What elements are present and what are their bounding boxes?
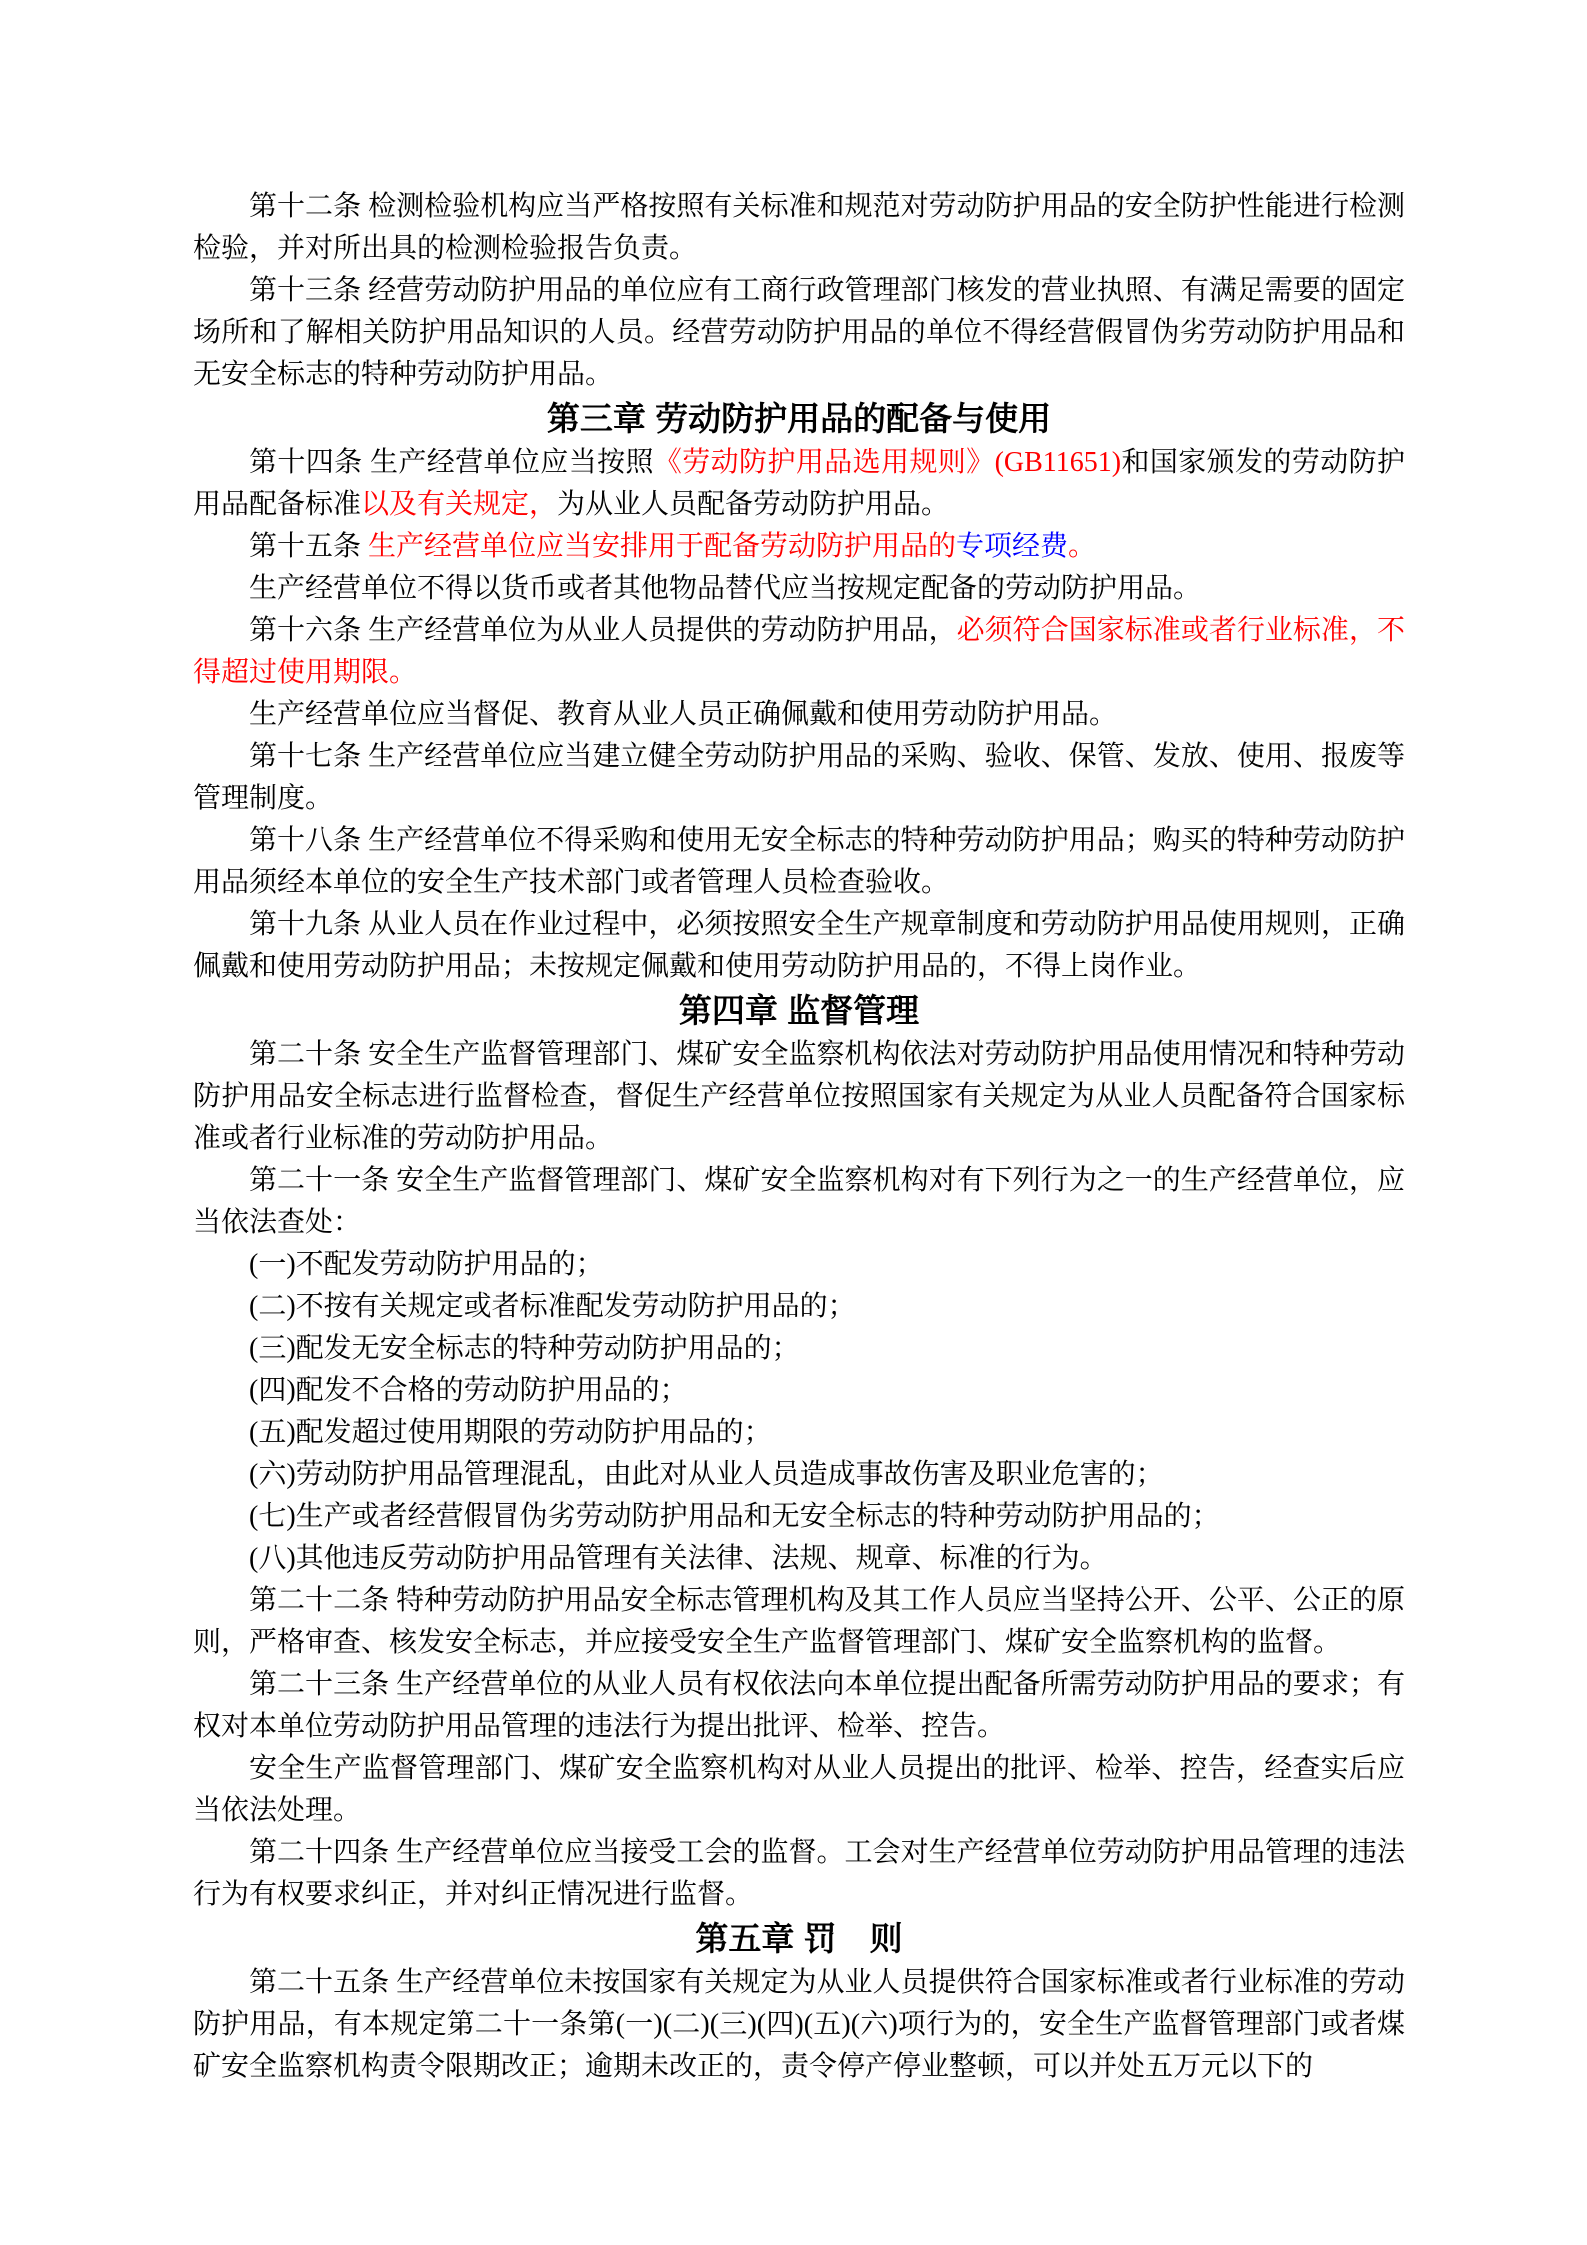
text-segment: (七)生产或者经营假冒伪劣劳动防护用品和无安全标志的特种劳动防护用品的； [249,1501,1220,1532]
paragraph [193,694,1405,736]
paragraph [193,1244,1405,1286]
text-segment: (三)配发无安全标志的特种劳动防护用品的； [249,1333,800,1364]
text-segment: (八)其他违反劳动防护用品管理有关法律、法规、规章、标准的行为。 [249,1543,1108,1574]
paragraph [193,1832,1405,1916]
text-segment: 第四章 监督管理 [678,992,920,1029]
paragraph [193,1664,1405,1748]
text-segment: 第二十条 安全生产监督管理部门、煤矿安全监察机构依法对劳动防护用品使用情况和特种劳动防护用品安全标志进行监督检查，督促生产经营单位按照国家有关规定为从业人员配备符合国家标准或者行业标准的劳动防护用品。 [193,1039,1405,1154]
chapter-heading [193,396,1405,442]
text-segment: 第二十五条 生产经营单位未按国家有关规定为从业人员提供符合国家标准或者行业标准的劳动防护用品，有本规定第二十一条第(一)(二)(三)(四)(五)(六)项行为的，安全生产监督管理部门或者煤矿安全监察机构责令限期改正；逾期未改正的，责令停产停业整顿，可以并处五万元以下的 [193,1967,1405,2082]
paragraph [193,568,1405,610]
paragraph [193,820,1405,904]
paragraph [193,1370,1405,1412]
paragraph [193,1328,1405,1370]
text-segment: 生产经营单位应当安排用于配备劳动防护用品的 [368,531,957,562]
text-segment: 第十三条 经营劳动防护用品的单位应有工商行政管理部门核发的营业执照、有满足需要的固定场所和了解相关防护用品知识的人员。经营劳动防护用品的单位不得经营假冒伪劣劳动防护用品和无安全标志的特种劳动防护用品。 [193,275,1405,390]
text-segment: 第十七条 生产经营单位应当建立健全劳动防护用品的采购、验收、保管、发放、使用、报废等管理制度。 [193,741,1405,814]
text-segment: 为从业人员配备劳动防护用品。 [557,489,950,520]
paragraph [193,736,1405,820]
paragraph [193,1286,1405,1328]
paragraph [193,1160,1405,1244]
text-segment: (四)配发不合格的劳动防护用品的； [249,1375,688,1406]
paragraph [193,904,1405,988]
paragraph [193,1412,1405,1454]
document-body [193,186,1405,2088]
chapter-heading [193,988,1405,1034]
text-segment: 第十五条 [249,531,369,562]
text-segment: (六)劳动防护用品管理混乱，由此对从业人员造成事故伤害及职业危害的； [249,1459,1164,1490]
text-segment: 第二十一条 安全生产监督管理部门、煤矿安全监察机构对有下列行为之一的生产经营单位，应当依法查处： [193,1165,1405,1238]
text-segment: 第二十二条 特种劳动防护用品安全标志管理机构及其工作人员应当坚持公开、公平、公正的原则，严格审查、核发安全标志，并应接受安全生产监督管理部门、煤矿安全监察机构的监督。 [193,1585,1405,1658]
text-segment: 专项经费 [956,531,1069,562]
text-segment: (二)不按有关规定或者标准配发劳动防护用品的； [249,1291,856,1322]
paragraph [193,1454,1405,1496]
text-segment: 《劳动防护用品选用规则》(GB11651) [653,447,1122,478]
paragraph [193,442,1405,526]
paragraph [193,1748,1405,1832]
text-segment: 第五章 罚 则 [695,1920,903,1957]
paragraph [193,186,1405,270]
paragraph [193,1034,1405,1160]
text-segment: 第十八条 生产经营单位不得采购和使用无安全标志的特种劳动防护用品；购买的特种劳动防护用品须经本单位的安全生产技术部门或者管理人员检查验收。 [193,825,1405,898]
chapter-heading [193,1916,1405,1962]
text-segment: 第十四条 生产经营单位应当按照 [249,447,654,478]
text-segment: 以及有关规定， [361,489,558,520]
paragraph [193,1580,1405,1664]
paragraph [193,1962,1405,2088]
text-segment: 生产经营单位不得以货币或者其他物品替代应当按规定配备的劳动防护用品。 [249,573,1202,604]
text-segment: 。 [1068,531,1097,562]
text-segment: 安全生产监督管理部门、煤矿安全监察机构对从业人员提出的批评、检举、控告，经查实后应当依法处理。 [193,1753,1405,1826]
paragraph [193,270,1405,396]
text-segment: 第二十四条 生产经营单位应当接受工会的监督。工会对生产经营单位劳动防护用品管理的违法行为有权要求纠正，并对纠正情况进行监督。 [193,1837,1405,1910]
text-segment: (五)配发超过使用期限的劳动防护用品的； [249,1417,772,1448]
text-segment: 必须符合国家标准或者行业标准，不得超过使用期限。 [193,615,1405,688]
text-segment: 生产经营单位应当督促、教育从业人员正确佩戴和使用劳动防护用品。 [249,699,1118,730]
paragraph [193,526,1405,568]
text-segment: 和国家颁发的劳动防护用品配备标准 [193,447,1405,520]
text-segment: 第十二条 检测检验机构应当严格按照有关标准和规范对劳动防护用品的安全防护性能进行检测检验，并对所出具的检测检验报告负责。 [193,191,1405,264]
text-segment: 第三章 劳动防护用品的配备与使用 [546,400,1052,437]
paragraph [193,610,1405,694]
paragraph [193,1496,1405,1538]
paragraph [193,1538,1405,1580]
text-segment: 第二十三条 生产经营单位的从业人员有权依法向本单位提出配备所需劳动防护用品的要求；有权对本单位劳动防护用品管理的违法行为提出批评、检举、控告。 [193,1669,1405,1742]
text-segment: (一)不配发劳动防护用品的； [249,1249,604,1280]
text-segment: 第十九条 从业人员在作业过程中，必须按照安全生产规章制度和劳动防护用品使用规则，正确佩戴和使用劳动防护用品；未按规定佩戴和使用劳动防护用品的，不得上岗作业。 [193,909,1405,982]
text-segment: 第十六条 生产经营单位为从业人员提供的劳动防护用品， [249,615,957,646]
